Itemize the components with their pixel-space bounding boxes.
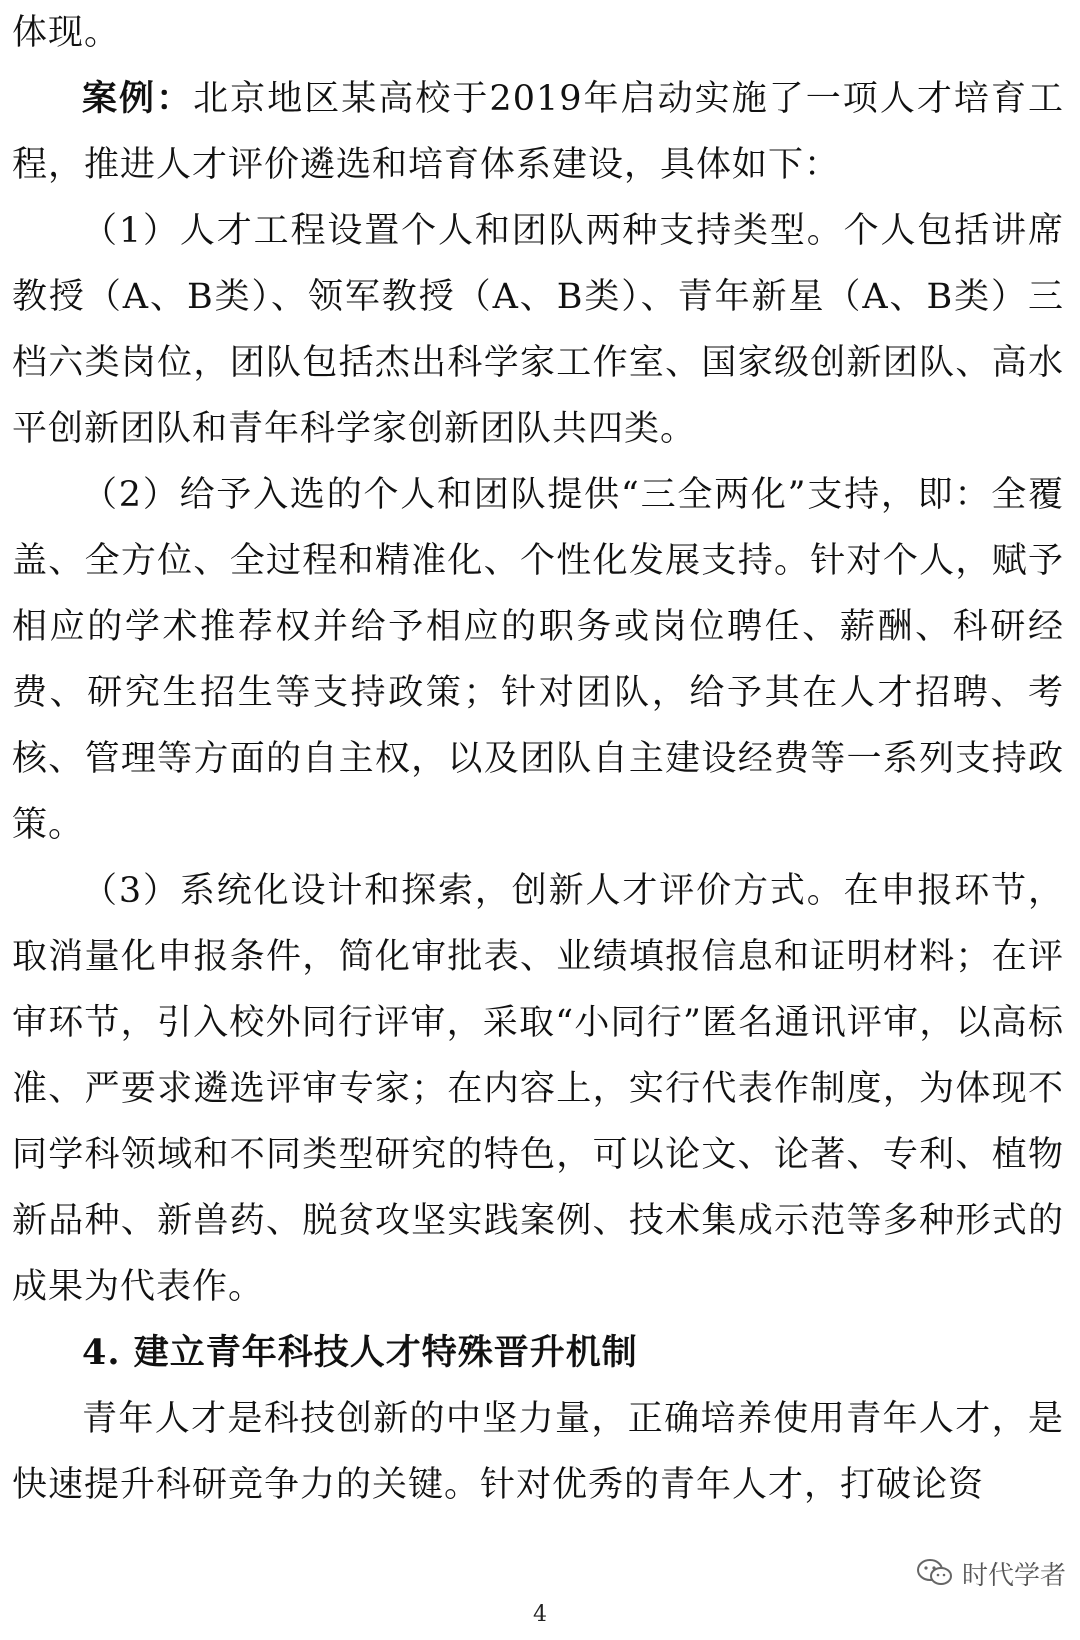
watermark [916,1556,1066,1590]
paragraph-case [12,66,1064,198]
paragraph-item-2: （2）给予入选的个人和团队提供“三全两化”支持，即：全覆盖、全方位、全过程和精准化、个性化发展支持。针对个人，赋予相应的学术推荐权并给予相应的职务或岗位聘任、薪酬、科研经费、研究生招生等支持政策；针对团队，给予其在人才招聘、考核、管理等方面的自主权，以及团队自主建设经费等一系列支持政策。 [12,475,1064,845]
wechat-icon [916,1558,954,1588]
paragraph-item-3: （3）系统化设计和探索，创新人才评价方式。在申报环节，取消量化申报条件，简化审批表、业绩填报信息和证明材料；在评审环节，引入校外同行评审，采取“小同行”匿名通讯评审，以高标准、严要求遴选评审专家；在内容上，实行代表作制度，为体现不同学科领域和不同类型研究的特色，可以论文、论著、专利、植物新品种、新兽药、脱贫攻坚实践案例、技术集成示范等多种形式的成果为代表作。 [12,871,1064,1307]
paragraph-item-1: （1）人才工程设置个人和团队两种支持类型。个人包括讲席教授（A、B类）、领军教授（A、B类）、青年新星（A、B类）三档六类岗位，团队包括杰出科学家工作室、国家级创新团队、高水平创新团队和青年科学家创新团队共四类。 [12,211,1064,449]
paragraph-continuation: 体现。 [12,13,121,53]
document-body [12,0,1064,1518]
page-number: 4 [533,1602,547,1627]
section-heading-4: 4. 建立青年科技人才特殊晋升机制 [82,1332,638,1373]
case-text: 北京地区某高校于2019年启动实施了一项人才培育工程，推进人才评价遴选和培育体系建设，具体如下： [12,79,1064,185]
case-label: 案例： [82,78,194,119]
paragraph-youth-talent: 青年人才是科技创新的中坚力量，正确培养使用青年人才，是快速提升科研竞争力的关键。针对优秀的青年人才，打破论资 [12,1399,1064,1505]
watermark-text: 时代学者 [961,1560,1066,1591]
